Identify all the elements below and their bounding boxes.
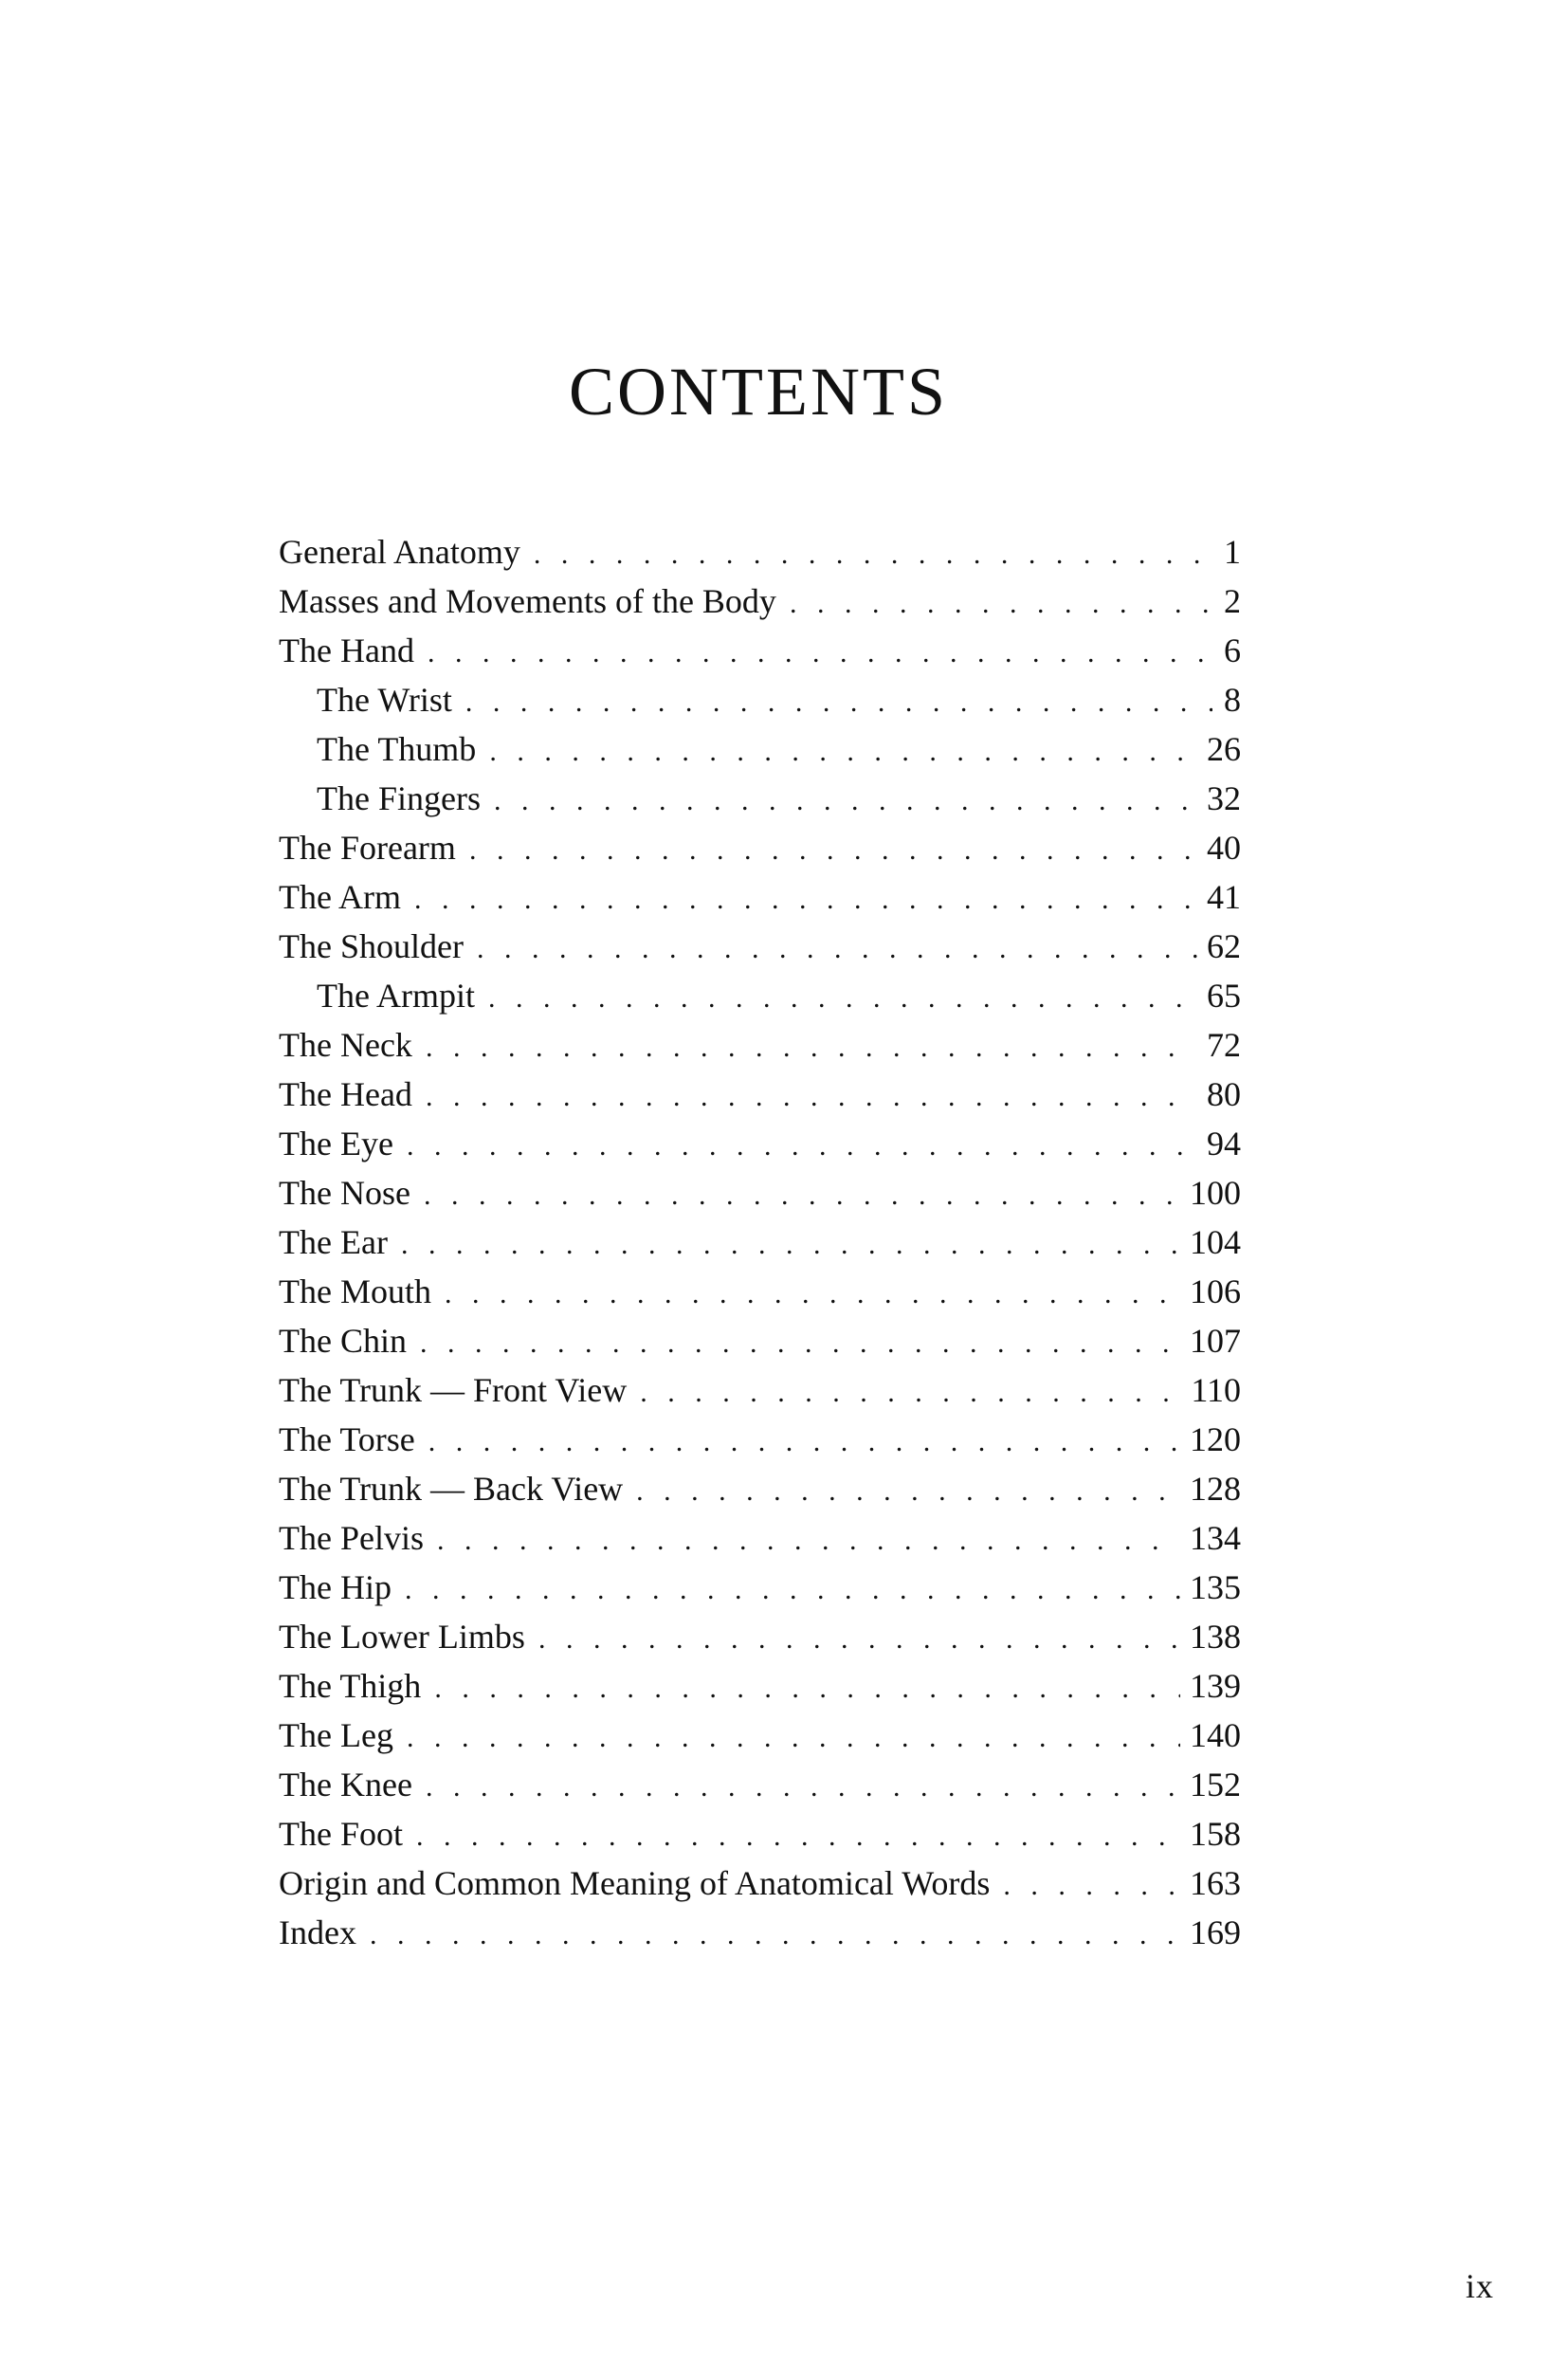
toc-entry-title: The Thigh [279,1667,422,1705]
dot-leader [414,875,1197,925]
toc-entry-page: 8 [1224,681,1241,719]
toc-entry-title: The Thumb [317,730,477,768]
toc-entry-page: 32 [1207,779,1241,817]
toc-entry [279,1267,1241,1316]
toc-entry-title: General Anatomy [279,533,520,571]
toc-entry-page: 139 [1190,1667,1241,1705]
toc-entry-title: The Armpit [317,977,475,1015]
toc-entry-page: 106 [1190,1272,1241,1310]
toc-entry-title: The Trunk — Front View [279,1371,628,1409]
dot-leader [465,678,1212,727]
dot-leader [469,826,1197,875]
toc-entry-title: The Wrist [317,681,452,719]
toc-entry-page: 6 [1224,632,1241,669]
toc-entry-page: 100 [1190,1174,1241,1212]
toc-entry-title: The Chin [279,1322,407,1360]
toc-entry [279,1464,1241,1513]
toc-entry-page: 2 [1224,582,1241,620]
toc-entry [279,527,1241,577]
toc-entry [279,1661,1241,1711]
toc-entry-page: 65 [1207,977,1241,1015]
toc-entry-title: The Pelvis [279,1519,424,1557]
toc-entry-page: 41 [1207,878,1241,916]
toc-entry-page: 138 [1190,1618,1241,1656]
toc-entry-title: The Trunk — Back View [279,1470,624,1508]
dot-leader [445,1270,1180,1319]
toc-entry-title: The Lower Limbs [279,1618,525,1656]
toc-entry-page: 128 [1190,1470,1241,1508]
toc-entry-page: 80 [1207,1075,1241,1113]
toc-entry [279,872,1241,922]
toc-entry-page: 40 [1207,829,1241,867]
dot-leader [426,1072,1197,1122]
dot-leader [420,1319,1180,1368]
dot-leader [428,629,1212,678]
dot-leader [370,1911,1180,1960]
toc-entry-page: 62 [1207,927,1241,965]
toc-entry-page: 134 [1190,1519,1241,1557]
page-title: CONTENTS [569,354,948,430]
dot-leader [426,1023,1197,1072]
toc-entry [279,1711,1241,1760]
dot-leader [424,1171,1180,1220]
toc-entry-title: Masses and Movements of the Body [279,582,776,620]
toc-entry-title: The Leg [279,1716,393,1754]
toc-entry [279,1513,1241,1563]
dot-leader [1003,1861,1180,1911]
toc-entry [279,1119,1241,1168]
toc-entry [279,774,1241,823]
toc-entry [279,1612,1241,1661]
toc-entry [279,1070,1241,1119]
toc-entry [279,1020,1241,1070]
toc-entry-title: The Hand [279,632,414,669]
toc-entry-title: The Neck [279,1026,412,1064]
dot-leader [405,1565,1180,1615]
toc-entry-title: The Fingers [317,779,481,817]
toc-entry-title: The Hip [279,1568,392,1606]
toc-entry [279,1858,1241,1908]
dot-leader [437,1516,1180,1565]
toc-entry [279,1908,1241,1957]
toc-entry-title: The Forearm [279,829,456,867]
toc-entry [279,1365,1241,1415]
toc-entry-page: 163 [1190,1864,1241,1902]
toc-entry [279,626,1241,675]
toc-entry [279,1760,1241,1809]
toc-entry-page: 104 [1190,1223,1241,1261]
toc-entry-title: The Head [279,1075,412,1113]
toc-entry-page: 107 [1190,1322,1241,1360]
dot-leader [790,579,1212,629]
toc-entry-page: 169 [1190,1913,1241,1951]
table-of-contents [279,527,1241,1957]
toc-entry-page: 120 [1190,1420,1241,1458]
toc-entry-page: 26 [1207,730,1241,768]
dot-leader [407,1713,1180,1763]
dot-leader [534,530,1212,579]
toc-entry-title: The Eye [279,1125,393,1163]
toc-entry-page: 135 [1190,1568,1241,1606]
toc-entry-title: The Ear [279,1223,388,1261]
dot-leader [407,1122,1197,1171]
dot-leader [636,1467,1180,1516]
page-number: ix [1466,2267,1495,2305]
toc-entry-title: Index [279,1913,356,1951]
toc-entry [279,1217,1241,1267]
dot-leader [401,1220,1180,1270]
toc-entry-page: 140 [1190,1716,1241,1754]
toc-entry-page: 158 [1190,1815,1241,1853]
toc-entry-page: 72 [1207,1026,1241,1064]
dot-leader [494,777,1197,826]
toc-entry-title: The Nose [279,1174,410,1212]
toc-entry [279,1168,1241,1217]
toc-entry-title: The Shoulder [279,927,464,965]
dot-leader [416,1812,1180,1861]
toc-entry-title: The Mouth [279,1272,431,1310]
dot-leader [489,727,1197,777]
dot-leader [477,925,1197,974]
toc-entry-page: 1 [1224,533,1241,571]
dot-leader [426,1763,1180,1812]
dot-leader [488,974,1197,1023]
toc-entry [279,1563,1241,1612]
dot-leader [428,1418,1180,1467]
toc-entry [279,823,1241,872]
toc-entry [279,577,1241,626]
toc-entry-title: The Torse [279,1420,415,1458]
toc-entry-page: 152 [1190,1766,1241,1803]
toc-entry-title: The Arm [279,878,401,916]
toc-entry [279,675,1241,724]
dot-leader [434,1664,1180,1713]
toc-entry [279,971,1241,1020]
dot-leader [538,1615,1180,1664]
toc-entry-page: 94 [1207,1125,1241,1163]
toc-entry [279,1415,1241,1464]
toc-entry [279,922,1241,971]
toc-entry [279,1316,1241,1365]
dot-leader [640,1368,1181,1418]
toc-entry-page: 110 [1191,1371,1241,1409]
toc-entry [279,724,1241,774]
toc-entry-title: The Foot [279,1815,403,1853]
toc-entry [279,1809,1241,1858]
toc-entry-title: The Knee [279,1766,412,1803]
toc-entry-title: Origin and Common Meaning of Anatomical Words [279,1864,991,1902]
